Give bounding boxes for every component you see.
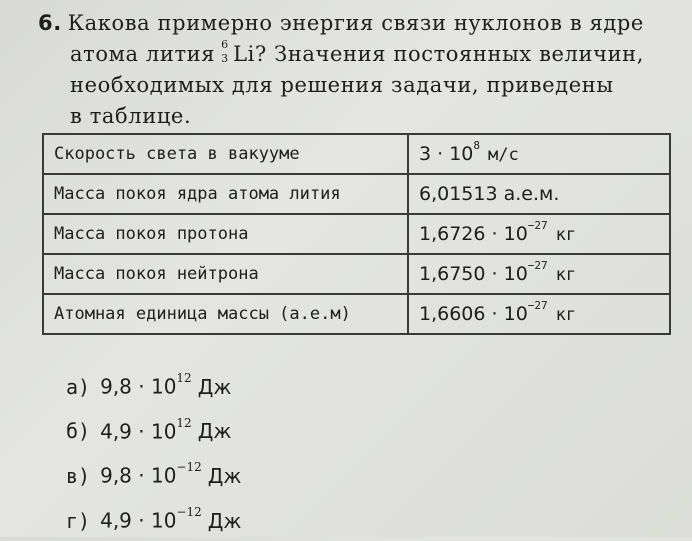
question-text: [38, 8, 678, 132]
constant-value: [408, 294, 670, 334]
table-row: [43, 174, 670, 214]
question-line-3: необходимых для решения задачи, приведены: [70, 73, 614, 97]
answer-label: г): [66, 508, 91, 533]
question-line-1: [38, 8, 678, 39]
constant-name: Скорость света в вакууме: [43, 134, 408, 174]
question-line-1-text: Какова примерно энергия связи нуклонов в ядре: [67, 11, 644, 35]
answer-option-v[interactable]: [66, 451, 241, 496]
question-line-4: в таблице.: [70, 104, 192, 128]
answer-unit: Дж: [197, 374, 232, 399]
lithium-isotope-notation: [221, 38, 231, 65]
constant-exponent: −27: [527, 219, 548, 233]
constant-name: Масса покоя ядра атома лития: [43, 174, 408, 214]
answer-unit: Дж: [207, 463, 242, 488]
constant-mantissa: 6,01513 а.е.м.: [419, 183, 560, 205]
table-row: [43, 134, 670, 174]
constant-name: Атомная единица массы (а.е.м): [43, 294, 408, 334]
answer-exponent: −12: [176, 460, 202, 475]
answer-option-b[interactable]: [66, 407, 241, 452]
constant-value: [408, 174, 670, 214]
question-line-2-before: атома лития: [70, 42, 216, 66]
constant-exponent: −27: [527, 299, 548, 313]
answer-label: в): [66, 463, 91, 488]
answer-exponent: 12: [176, 415, 192, 430]
constant-unit: кг: [555, 265, 577, 285]
constants-table: [42, 133, 671, 335]
constant-value: [408, 254, 670, 294]
constant-mantissa: 1,6750 · 10: [419, 263, 528, 285]
table-row: [43, 254, 670, 294]
answer-exponent: 12: [176, 371, 192, 385]
answer-unit: Дж: [197, 419, 232, 444]
answer-mantissa: 4,9 · 10: [100, 508, 177, 533]
question-number: 6.: [38, 11, 62, 35]
constant-exponent: −27: [527, 259, 548, 273]
answer-mantissa: 9,8 · 10: [100, 374, 177, 399]
question-line-2-after: Значения постоянных величин,: [274, 42, 645, 66]
constant-exponent: 8: [473, 139, 481, 153]
constant-value: [408, 134, 670, 174]
table-row: [43, 214, 670, 254]
isotope-mass-number: 6: [221, 38, 229, 51]
constant-name: Масса покоя нейтрона: [43, 254, 408, 294]
answer-mantissa: 9,8 · 10: [100, 463, 177, 488]
answer-unit: Дж: [207, 508, 242, 533]
isotope-charge-number: 3: [221, 52, 229, 65]
answer-label: а): [66, 374, 91, 399]
answer-option-a[interactable]: [66, 362, 241, 407]
isotope-symbol: Li?: [233, 42, 267, 66]
constant-name: Масса покоя протона: [43, 214, 408, 254]
answer-option-g[interactable]: [66, 496, 241, 541]
constant-mantissa: 1,6606 · 10: [419, 303, 528, 325]
constant-mantissa: 1,6726 · 10: [419, 223, 528, 245]
constant-value: [408, 214, 670, 254]
constant-unit: кг: [555, 305, 577, 325]
answer-label: б): [66, 419, 91, 444]
constant-unit: кг: [555, 225, 577, 245]
answer-options: [66, 362, 241, 541]
answer-exponent: −12: [176, 504, 202, 519]
question-line-2: [38, 39, 678, 70]
table-row: [43, 294, 670, 334]
answer-mantissa: 4,9 · 10: [100, 419, 177, 444]
constant-mantissa: 3 · 10: [419, 143, 474, 165]
constant-unit: м/с: [488, 145, 519, 165]
